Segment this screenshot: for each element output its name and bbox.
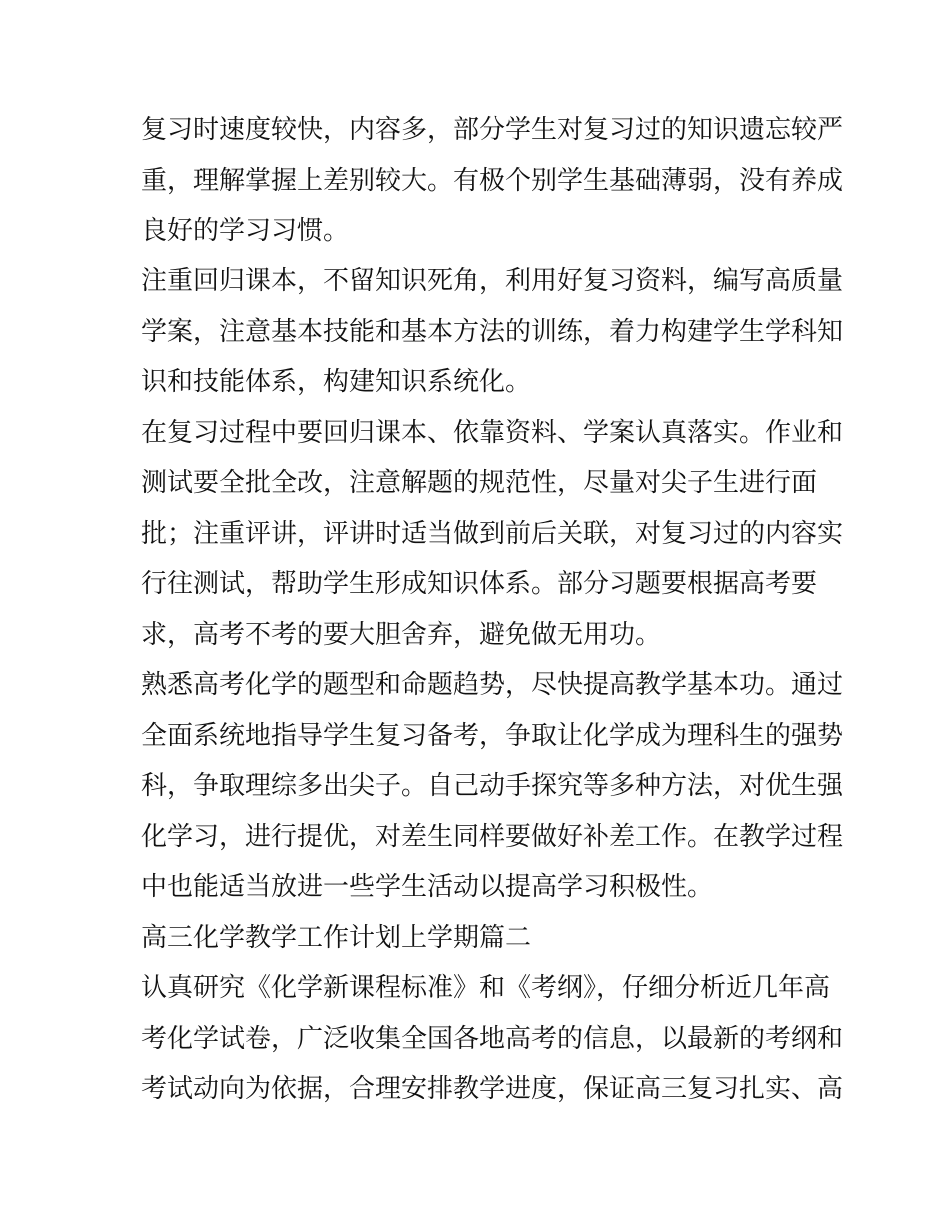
text-line: 复习时速度较快，内容多，部分学生对复习过的知识遗忘较严 bbox=[141, 115, 844, 145]
text-line: 科，争取理综多出尖子。自己动手探究等多种方法，对优生强 bbox=[141, 771, 844, 801]
text-line: 在复习过程中要回归课本、依靠资料、学案认真落实。作业和 bbox=[141, 418, 844, 448]
text-line: 行往测试，帮助学生形成知识体系。部分习题要根据高考要 bbox=[141, 569, 818, 599]
text-line: 化学习，进行提优，对差生同样要做好补差工作。在教学过程 bbox=[141, 822, 844, 852]
text-line: 认真研究《化学新课程标准》和《考纲》，仔细分析近几年高 bbox=[141, 973, 831, 1003]
text-line: 注重回归课本，不留知识死角，利用好复习资料，编写高质量 bbox=[141, 266, 844, 296]
text-line: 熟悉高考化学的题型和命题趋势，尽快提高教学基本功。通过 bbox=[141, 670, 844, 700]
text-line: 考试动向为依据，合理安排教学进度，保证高三复习扎实、高 bbox=[141, 1074, 844, 1104]
text-line: 考化学试卷，广泛收集全国各地高考的信息，以最新的考纲和 bbox=[141, 1024, 844, 1054]
text-line: 学案，注意基本技能和基本方法的训练，着力构建学生学科知 bbox=[141, 317, 844, 347]
text-line: 中也能适当放进一些学生活动以提高学习积极性。 bbox=[141, 872, 714, 902]
text-line: 重，理解掌握上差别较大。有极个别学生基础薄弱，没有养成 bbox=[141, 166, 844, 196]
text-line: 识和技能体系，构建知识系统化。 bbox=[141, 367, 532, 397]
text-line: 测试要全批全改，注意解题的规范性，尽量对尖子生进行面 bbox=[141, 468, 818, 498]
text-line: 良好的学习习惯。 bbox=[141, 216, 350, 246]
text-line: 求，高考不考的要大胆舍弃，避免做无用功。 bbox=[141, 620, 662, 650]
section-heading: 高三化学教学工作计划上学期篇二 bbox=[141, 923, 532, 953]
text-line: 全面系统地指导学生复习备考，争取让化学成为理科生的强势 bbox=[141, 721, 844, 751]
text-line: 批；注重评讲，评讲时适当做到前后关联，对复习过的内容实 bbox=[141, 519, 844, 549]
